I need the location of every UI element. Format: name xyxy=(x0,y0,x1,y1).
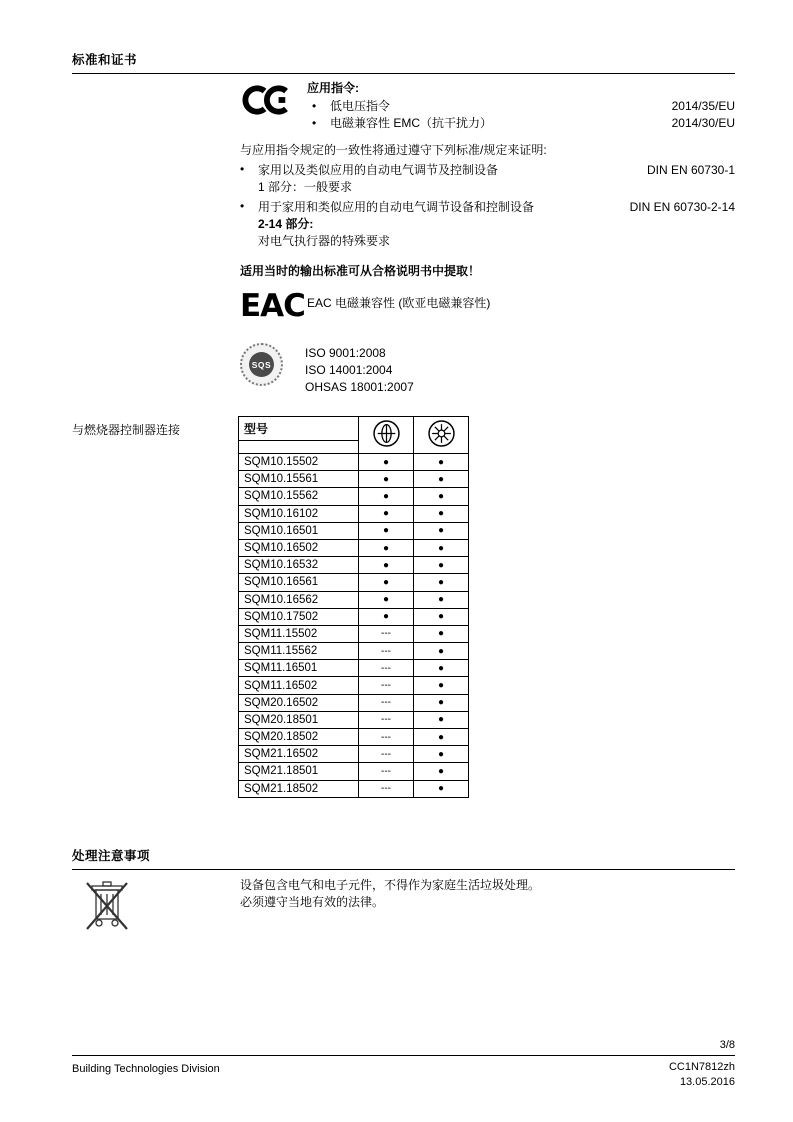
footer-rule xyxy=(72,1055,735,1056)
directive-code: 2014/30/EU xyxy=(671,116,735,130)
cert-mark-2-icon xyxy=(428,436,455,450)
conformity-note: 适用当时的输出标准可从合格说明书中提取！ xyxy=(240,264,481,278)
table-row xyxy=(239,608,469,625)
mark2-cell: ● xyxy=(414,505,469,522)
mark1-cell: --- xyxy=(359,746,414,763)
mark1-cell: --- xyxy=(359,625,414,642)
mark1-cell: ● xyxy=(359,539,414,556)
mark2-cell: ● xyxy=(414,677,469,694)
conformity-line: 对电气执行器的特殊要求 xyxy=(258,234,391,248)
directive-code: 2014/35/EU xyxy=(671,99,735,113)
mark1-cell: ● xyxy=(359,557,414,574)
table-row xyxy=(239,539,469,556)
mark1-cell: --- xyxy=(359,780,414,797)
conformity-item xyxy=(240,199,735,250)
mark2-cell: ● xyxy=(414,488,469,505)
disposal-text xyxy=(240,877,735,911)
sqs-logo-text: SQS xyxy=(249,352,274,377)
model-cell: SQM21.18501 xyxy=(239,763,359,780)
table-row xyxy=(239,505,469,522)
mark2-cell: ● xyxy=(414,694,469,711)
directive-label: 电磁兼容性 EMC（抗干扰力） xyxy=(330,116,493,130)
table-row xyxy=(239,694,469,711)
conformity-line: 用于家用和类似应用的自动电气调节设备和控制设备 xyxy=(258,200,535,214)
mark2-cell: ● xyxy=(414,522,469,539)
standard-code: DIN EN 60730-2-14 xyxy=(629,200,735,214)
model-cell: SQM10.15502 xyxy=(239,454,359,471)
table-side-label: 与燃烧器控制器连接 xyxy=(72,423,181,437)
mark1-cell: ● xyxy=(359,608,414,625)
directives-heading: 应用指令: xyxy=(307,81,359,95)
disposal-line: 设备包含电气和电子元件，不得作为家庭生活垃圾处理。 xyxy=(240,878,541,892)
mark1-cell: --- xyxy=(359,711,414,728)
conformity-block xyxy=(240,142,735,280)
ce-logo-icon xyxy=(240,80,307,132)
table-row xyxy=(239,660,469,677)
mark2-cell: ● xyxy=(414,763,469,780)
directive-item xyxy=(307,98,735,115)
cert-mark-2-header xyxy=(414,417,469,454)
model-cell: SQM10.16562 xyxy=(239,591,359,608)
mark1-cell: --- xyxy=(359,729,414,746)
mark2-cell: ● xyxy=(414,557,469,574)
table-header-row xyxy=(239,417,469,454)
model-cell: SQM10.16502 xyxy=(239,539,359,556)
sqs-logo-icon xyxy=(240,343,283,386)
eac-logo-icon: EAC xyxy=(240,288,305,324)
model-cell: SQM21.18502 xyxy=(239,780,359,797)
model-cell: SQM20.16502 xyxy=(239,694,359,711)
table-row xyxy=(239,625,469,642)
footer-date: 13.05.2016 xyxy=(679,1076,735,1088)
weee-bin-icon xyxy=(84,876,130,935)
mark1-cell: ● xyxy=(359,505,414,522)
table-row xyxy=(239,574,469,591)
model-cell: SQM21.16502 xyxy=(239,746,359,763)
section-disposal-title: 处理注意事项 xyxy=(72,849,151,863)
footer-doc-id: CC1N7812zh xyxy=(668,1061,735,1073)
mark2-cell: ● xyxy=(414,711,469,728)
table-row xyxy=(239,711,469,728)
cert-mark-1-header xyxy=(359,417,414,454)
conformity-intro: 与应用指令规定的一致性将通过遵守下列标准/规定来证明: xyxy=(240,143,547,157)
mark2-cell: ● xyxy=(414,746,469,763)
iso-line: ISO 14001:2004 xyxy=(305,363,393,377)
bullet: • xyxy=(312,99,317,113)
iso-line: OHSAS 18001:2007 xyxy=(305,380,414,394)
table-row xyxy=(239,471,469,488)
mark1-cell: --- xyxy=(359,694,414,711)
footer-division: Building Technologies Division xyxy=(72,1063,220,1075)
mark1-cell: --- xyxy=(359,660,414,677)
mark2-cell: ● xyxy=(414,608,469,625)
section-disposal-header xyxy=(72,846,735,870)
model-cell: SQM11.16501 xyxy=(239,660,359,677)
mark1-cell: --- xyxy=(359,643,414,660)
directives-list xyxy=(307,80,735,132)
bullet: • xyxy=(240,199,245,213)
iso-line: ISO 9001:2008 xyxy=(305,346,386,360)
model-cell: SQM11.15562 xyxy=(239,643,359,660)
mark2-cell: ● xyxy=(414,539,469,556)
eac-block xyxy=(240,290,735,323)
model-cell: SQM10.15561 xyxy=(239,471,359,488)
model-cell: SQM10.16102 xyxy=(239,505,359,522)
mark2-cell: ● xyxy=(414,471,469,488)
directive-item xyxy=(307,115,735,132)
bullet: • xyxy=(312,116,317,130)
table-row xyxy=(239,729,469,746)
model-table-body xyxy=(239,454,469,798)
model-header-label: 型号 xyxy=(239,417,358,441)
page-number: 3/8 xyxy=(719,1039,735,1051)
table-row xyxy=(239,677,469,694)
table-row xyxy=(239,454,469,471)
mark1-cell: --- xyxy=(359,763,414,780)
cert-mark-1-icon xyxy=(373,436,400,450)
table-row xyxy=(239,643,469,660)
mark1-cell: ● xyxy=(359,574,414,591)
iso-list xyxy=(305,343,414,396)
mark2-cell: ● xyxy=(414,780,469,797)
disposal-line: 必须遵守当地有效的法律。 xyxy=(240,895,385,909)
mark2-cell: ● xyxy=(414,660,469,677)
model-cell: SQM10.16561 xyxy=(239,574,359,591)
mark1-cell: ● xyxy=(359,488,414,505)
table-row xyxy=(239,763,469,780)
conformity-line: 2-14 部分: xyxy=(258,217,314,231)
mark2-cell: ● xyxy=(414,574,469,591)
conformity-line: 1 部分：一般要求 xyxy=(258,180,353,194)
mark1-cell: ● xyxy=(359,454,414,471)
mark1-cell: ● xyxy=(359,471,414,488)
model-column-header xyxy=(239,417,359,454)
model-table-head xyxy=(239,417,469,454)
section-standards-title: 标准和证书 xyxy=(72,53,138,67)
model-table xyxy=(238,416,469,798)
model-table-wrap xyxy=(238,416,469,798)
directives-block xyxy=(240,80,735,132)
table-row xyxy=(239,557,469,574)
model-cell: SQM20.18502 xyxy=(239,729,359,746)
table-row xyxy=(239,522,469,539)
model-cell: SQM11.16502 xyxy=(239,677,359,694)
bullet: • xyxy=(240,162,245,176)
conformity-item xyxy=(240,162,735,196)
iso-block xyxy=(240,343,735,396)
directive-label: 低电压指令 xyxy=(330,99,391,113)
model-cell: SQM10.15562 xyxy=(239,488,359,505)
eac-label: EAC 电磁兼容性 (欧亚电磁兼容性) xyxy=(307,296,491,310)
table-row xyxy=(239,591,469,608)
mark2-cell: ● xyxy=(414,625,469,642)
table-row xyxy=(239,780,469,797)
mark1-cell: ● xyxy=(359,591,414,608)
mark1-cell: ● xyxy=(359,522,414,539)
conformity-line: 家用以及类似应用的自动电气调节及控制设备 xyxy=(258,163,499,177)
model-cell: SQM11.15502 xyxy=(239,625,359,642)
model-cell: SQM10.17502 xyxy=(239,608,359,625)
mark2-cell: ● xyxy=(414,729,469,746)
table-row xyxy=(239,746,469,763)
section-standards-header xyxy=(72,50,735,74)
model-cell: SQM10.16532 xyxy=(239,557,359,574)
model-cell: SQM20.18501 xyxy=(239,711,359,728)
mark1-cell: --- xyxy=(359,677,414,694)
model-cell: SQM10.16501 xyxy=(239,522,359,539)
standard-code: DIN EN 60730-1 xyxy=(646,163,735,177)
mark2-cell: ● xyxy=(414,591,469,608)
mark2-cell: ● xyxy=(414,643,469,660)
table-row xyxy=(239,488,469,505)
mark2-cell: ● xyxy=(414,454,469,471)
